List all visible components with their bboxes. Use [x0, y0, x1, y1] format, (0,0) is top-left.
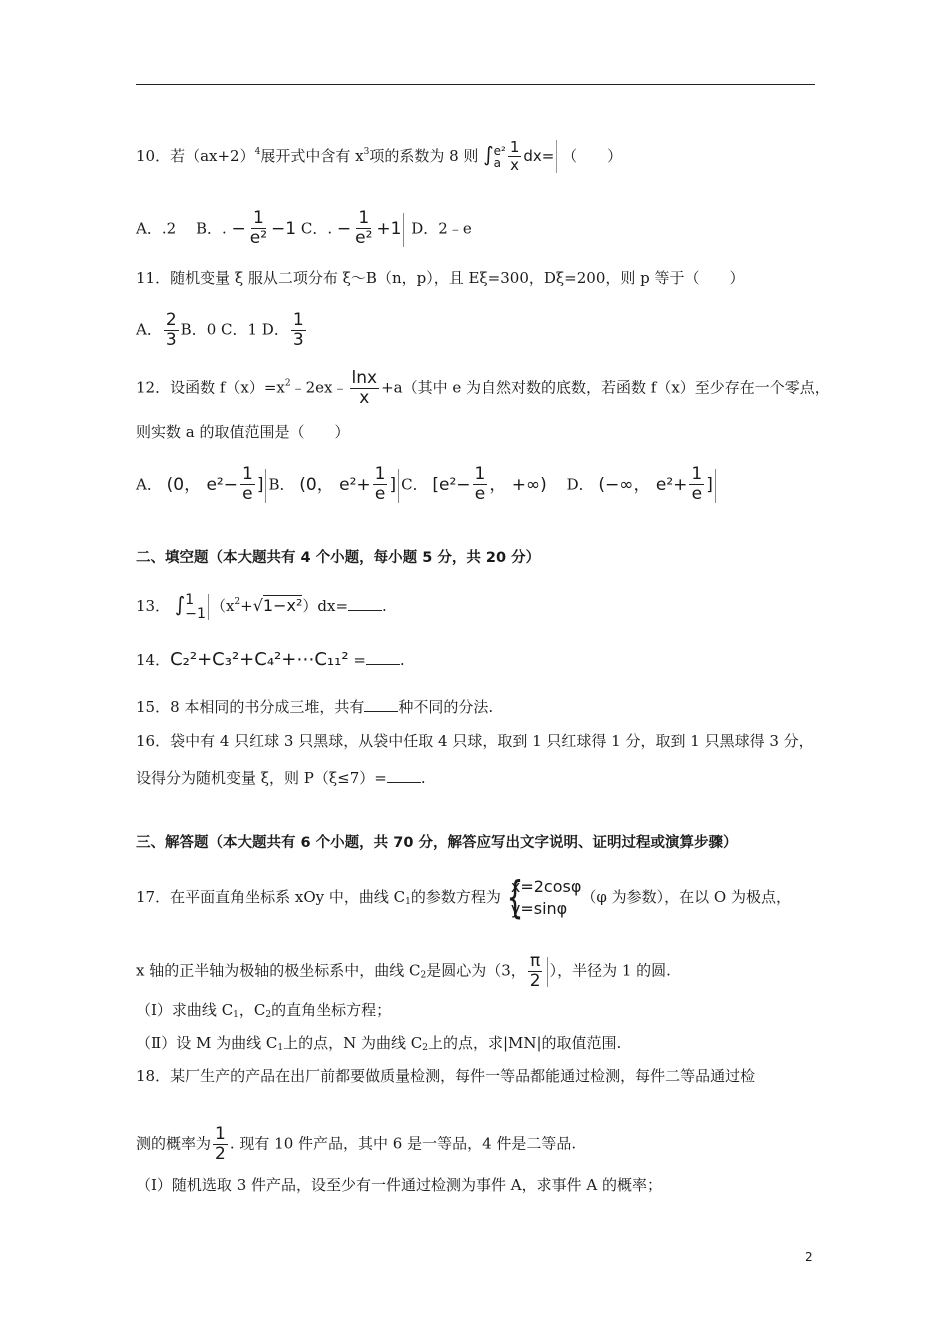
q10-option-b-expr	[231, 208, 297, 248]
frac-num: 1	[474, 464, 486, 484]
q10-option-c: C．.	[300, 219, 337, 238]
frac-den: e	[242, 484, 253, 504]
separator	[715, 469, 716, 503]
parametric-system	[501, 872, 582, 923]
q12-option-b-expr	[299, 464, 397, 504]
header-rule	[136, 84, 815, 85]
q10-text: 展开式中含有 x	[260, 147, 364, 165]
q18-line2	[136, 1126, 576, 1163]
q14-expression: C₂²+C₃²+C₄²+⋯C₁₁²	[170, 649, 349, 670]
q17-text: 的参数方程为	[410, 888, 501, 906]
q11-option-a: A．	[136, 320, 162, 339]
q11-options-bcd: B．0 C．1 D．	[180, 320, 289, 339]
answer-paren: （ ）	[562, 147, 623, 165]
expr-left: [e²−	[432, 474, 471, 495]
q12-option-a: A．	[136, 475, 162, 494]
q14-tail: =	[348, 651, 366, 669]
q17-text: 17．在平面直角坐标系 xOy 中，曲线 C	[136, 888, 406, 906]
q17-sub: 2	[420, 970, 427, 981]
frac-den: e	[474, 484, 486, 504]
q17-text: 上的点，N 为曲线 C	[283, 1034, 423, 1052]
q17-sub: 1	[277, 1043, 284, 1053]
question-16: 16．袋中有 4 只红球 3 只黑球，从袋中任取 4 只球，取到 1 只红球得 1 分，取到 1 只黑球得 3 分，	[136, 732, 814, 750]
q12-text: ﹣2ex﹣	[290, 378, 348, 397]
frac-den: 3	[165, 330, 177, 350]
q17-part1	[136, 1000, 391, 1025]
q15-text: 15．8 本相同的书分成三堆，共有	[136, 698, 365, 716]
frac-num: 1	[374, 464, 386, 484]
frac-den: e²	[355, 228, 373, 248]
question-14	[136, 650, 405, 670]
frac-den: e²	[249, 228, 268, 248]
page-number: 2	[805, 1250, 813, 1264]
q18-text: . 现有 10 件产品，其中 6 是一等品，4 件是二等品.	[229, 1134, 577, 1153]
question-13	[136, 592, 387, 621]
frac-den: e	[691, 484, 703, 504]
frac-num: 1	[509, 138, 520, 156]
q17-sub: 1	[405, 897, 411, 907]
integral-sign: ∫	[483, 142, 494, 166]
separator	[208, 594, 209, 620]
q13-body: +	[240, 597, 253, 615]
q10-text: 10．若（ax+2）	[136, 147, 255, 165]
q12-options	[136, 466, 718, 503]
q14-prefix: 14．	[136, 651, 171, 669]
frac-den: 2	[529, 971, 541, 991]
answer-blank[interactable]	[387, 782, 421, 783]
q17-text: x 轴的正半轴为极轴的极坐标系中，曲线 C	[136, 961, 421, 980]
q13-integral	[174, 591, 206, 622]
q17-text: 上的点，求|MN|的取值范围.	[427, 1034, 622, 1052]
q12-option-c: C．	[401, 475, 428, 494]
q12-line2: 则实数 a 的取值范围是（ ）	[136, 423, 350, 441]
q17-text: 的直角坐标方程；	[271, 1001, 392, 1019]
q13-prefix: 13．	[136, 597, 171, 615]
param-eq-x: x=2cosφ	[510, 877, 582, 896]
q13-body: （x	[210, 597, 235, 615]
q16-line2	[136, 768, 426, 788]
separator	[398, 469, 399, 503]
q12-option-b: B．	[268, 475, 295, 494]
brace-icon: {	[506, 872, 524, 923]
expr-tail: −1	[271, 218, 297, 239]
q12-option-a-expr	[166, 464, 264, 504]
expr-right: ， +∞)	[489, 474, 547, 495]
separator	[265, 469, 266, 503]
integral-tail: dx=	[523, 147, 555, 165]
sqrt-expr: √1−x²	[252, 596, 303, 615]
q10-option-b: B．.	[195, 219, 232, 238]
param-eq-y: y=sinφ	[510, 899, 568, 918]
q12-text: 12．设函数 f（x）=x	[136, 378, 285, 397]
expr-left: (0， e²+	[299, 474, 371, 495]
q18-text: 测的概率为	[136, 1134, 212, 1153]
q12-option-d-expr	[598, 464, 713, 504]
q17-text: （φ 为参数），在以 O 为极点，	[581, 888, 791, 906]
q17-text: （Ⅱ）设 M 为曲线 C	[136, 1034, 278, 1052]
q13-tail: .	[382, 597, 387, 615]
pi-over-2	[528, 953, 543, 990]
q17-text: 是圆心为（3，	[426, 961, 526, 980]
q10-option-c-expr	[336, 208, 402, 248]
question-11: 11．随机变量 ξ 服从二项分布 ξ～B（n，p），且 Eξ=300，Dξ=200，则 p 等于（ ）	[136, 269, 745, 287]
question-10	[136, 140, 622, 173]
frac-den: x	[510, 156, 520, 174]
q17-text: ，C	[238, 1001, 266, 1019]
frac-num: lnx	[351, 368, 378, 388]
expr-left: (−∞， e²+	[598, 474, 688, 495]
q10-exp-4: 4	[254, 147, 261, 157]
q17-sub: 1	[233, 1010, 239, 1020]
q11-options	[136, 312, 308, 349]
upper-limit: e²	[493, 143, 506, 158]
section-3-heading: 三、解答题（本大题共有 6 个小题，共 70 分，解答应写出文字说明、证明过程或演算步骤）	[136, 835, 738, 851]
question-15	[136, 697, 493, 717]
frac-num: 1	[215, 1124, 226, 1144]
frac-num: 1	[252, 208, 264, 228]
expr-right: ]	[706, 474, 713, 495]
q12-exp: 2	[284, 378, 291, 389]
frac-num: π	[530, 951, 541, 971]
q15-text: 种不同的分法.	[398, 698, 494, 716]
q17-sub: 2	[422, 1043, 428, 1053]
q11-frac-a	[164, 312, 179, 349]
lower-limit: a	[493, 155, 501, 170]
answer-blank[interactable]	[366, 664, 400, 665]
frac-den: 2	[215, 1144, 226, 1164]
minus-sign: −	[231, 218, 246, 239]
q17-text: （Ⅰ）求曲线 C	[136, 1001, 234, 1019]
question-17	[136, 872, 791, 923]
expr-right: ]	[256, 474, 264, 495]
q12-frac	[350, 370, 380, 407]
frac-den: 3	[292, 330, 304, 350]
q16-text: .	[420, 769, 426, 787]
q14-end: .	[399, 651, 405, 669]
q10-integral	[483, 140, 557, 173]
q10-option-d: D．2﹣e	[411, 219, 472, 238]
frac-num: 1	[242, 464, 253, 484]
one-half	[213, 1126, 228, 1163]
integral-sign: ∫	[174, 592, 186, 616]
frac-den: e	[374, 484, 386, 504]
answer-blank[interactable]	[364, 711, 398, 712]
separator	[547, 957, 548, 987]
frac-num: 1	[691, 464, 703, 484]
q10-text: 项的系数为 8 则	[369, 147, 479, 165]
separator	[403, 213, 404, 247]
q18-part1: （Ⅰ）随机选取 3 件产品，设至少有一件通过检测为事件 A，求事件 A 的概率；	[136, 1176, 662, 1194]
q10-exp-3: 3	[363, 147, 370, 157]
q17-sub: 2	[265, 1010, 272, 1020]
q10-option-a: A．.2	[136, 219, 177, 238]
expr-right: ]	[389, 474, 397, 495]
answer-blank[interactable]	[348, 610, 382, 611]
minus-sign: −	[336, 218, 352, 239]
question-12	[136, 370, 830, 407]
q17-line2	[136, 953, 671, 990]
upper-limit: 1	[185, 591, 195, 608]
section-2-heading: 二、填空题（本大题共有 4 个小题，每小题 5 分，共 20 分）	[136, 550, 541, 566]
frac-num: 1	[358, 208, 370, 228]
expr-tail: +1	[376, 218, 402, 239]
frac-num: 1	[292, 310, 304, 330]
expr-left: (0， e²−	[166, 474, 238, 495]
frac-den: x	[359, 388, 370, 408]
q12-option-d: D．	[566, 475, 594, 494]
q13-exp: 2	[234, 597, 241, 607]
q17-text: ），半径为 1 的圆.	[549, 961, 671, 980]
frac-num: 2	[165, 310, 177, 330]
lower-limit: −1	[185, 605, 206, 622]
q16-text: 设得分为随机变量 ξ，则 P（ξ≤7）=	[136, 769, 387, 787]
q10-options	[136, 210, 472, 247]
q11-frac-d	[291, 312, 306, 349]
q12-option-c-expr	[432, 464, 547, 504]
q17-part2	[136, 1033, 621, 1058]
question-18: 18．某厂生产的产品在出厂前都要做质量检测，每件一等品都能通过检测，每件二等品通过检	[136, 1067, 756, 1085]
q13-body: ）dx=	[302, 597, 349, 615]
q12-text: +a（其中 e 为自然对数的底数，若函数 f（x）至少存在一个零点，	[381, 378, 830, 397]
sqrt-body: 1−x²	[262, 596, 303, 615]
